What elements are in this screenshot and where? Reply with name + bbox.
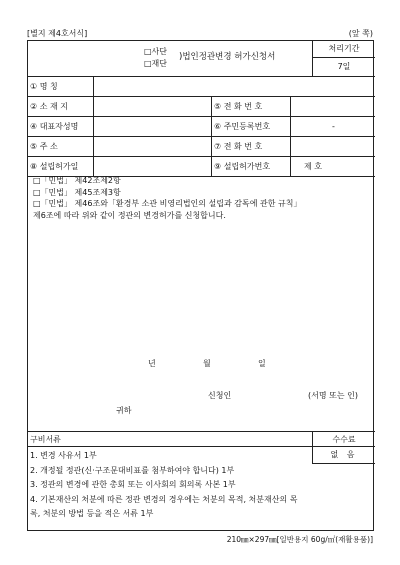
corporation-type-checkboxes — [144, 46, 167, 70]
label-address: ⑤ 주 소 — [28, 137, 94, 156]
row-address — [28, 136, 375, 156]
value-establishment-number[interactable]: 제 호 — [304, 162, 322, 171]
required-documents-header: 구비서류 — [28, 432, 312, 447]
value-resident-number[interactable]: - — [332, 122, 335, 131]
label-location: ② 소 재 지 — [28, 97, 94, 116]
form-title-block — [28, 41, 312, 76]
statement-line-3: □「민법」 제46조와「환경부 소관 비영리법인의 설립과 감독에 관한 규칙」 — [33, 199, 302, 208]
row-location — [28, 96, 375, 116]
document-item: 4. 기본재산의 처분에 따른 정관 변경의 경우에는 처분의 목적, 처분재산의 목 — [30, 494, 298, 504]
application-statement — [28, 175, 375, 221]
label-establishment-number: ⑨ 설립허가번호 — [211, 157, 291, 176]
label-representative: ④ 대표자성명 — [28, 117, 94, 136]
label-name: ① 명 칭 — [28, 77, 94, 96]
checkbox-association[interactable]: □사단 — [144, 47, 168, 56]
form-number: [별지 제4호서식] — [27, 29, 88, 38]
row-representative — [28, 116, 375, 136]
applicant-info-table — [28, 76, 375, 177]
label-resident-number: ⑥ 주민등록번호 — [211, 117, 291, 136]
statement-line-4: 제6조에 따라 위와 같이 정관의 변경허가를 신청합니다. — [33, 210, 226, 220]
row-name — [28, 76, 375, 96]
application-form — [27, 40, 374, 531]
processing-period-box — [312, 41, 375, 76]
required-documents-section — [28, 431, 375, 532]
fee-label: 수수료 — [313, 432, 375, 447]
document-item: 2. 개정될 정관(신·구조문대비표를 첨부하여야 합니다) 1부 — [30, 465, 235, 475]
processing-period-label: 처리기간 — [313, 41, 375, 58]
addressee-label: 귀하 — [116, 406, 132, 415]
required-documents-list — [30, 449, 374, 522]
row-establishment — [28, 156, 375, 176]
statement-line-2: □「민법」 제45조제3항 — [33, 187, 121, 197]
statement-line-1: □「민법」 제42조제2항 — [33, 176, 121, 185]
date-month: 월 — [203, 359, 211, 368]
date-day: 일 — [258, 359, 266, 368]
paper-spec-footer: 210㎜×297㎜[일반용지 60g/㎡(재활용품)] — [226, 535, 373, 544]
page-side-label: (앞 쪽) — [348, 29, 373, 38]
fee-value: 없 음 — [330, 450, 358, 459]
value-phone-2[interactable] — [292, 137, 375, 156]
signature-label: (서명 또는 인) — [308, 391, 358, 400]
label-establishment-date: ⑧ 설립허가일 — [28, 157, 94, 176]
date-year: 년 — [148, 359, 156, 368]
document-item: 록, 처분의 방법 등을 적은 서류 1부 — [30, 509, 154, 518]
label-phone-1: ⑤ 전 화 번 호 — [211, 97, 291, 116]
document-item: 1. 변경 사유서 1부 — [30, 451, 97, 460]
processing-period-value: 7일 — [337, 62, 351, 71]
value-phone-1[interactable] — [292, 97, 375, 116]
applicant-label: 신청인 — [208, 391, 232, 400]
form-title: )법인정관변경 허가신청서 — [179, 52, 276, 62]
document-item: 3. 정관의 변경에 관한 총회 또는 이사회의 회의록 사본 1부 — [30, 480, 236, 489]
checkbox-foundation[interactable]: □재단 — [144, 59, 168, 68]
label-phone-2: ⑦ 전 화 번 호 — [211, 137, 291, 156]
